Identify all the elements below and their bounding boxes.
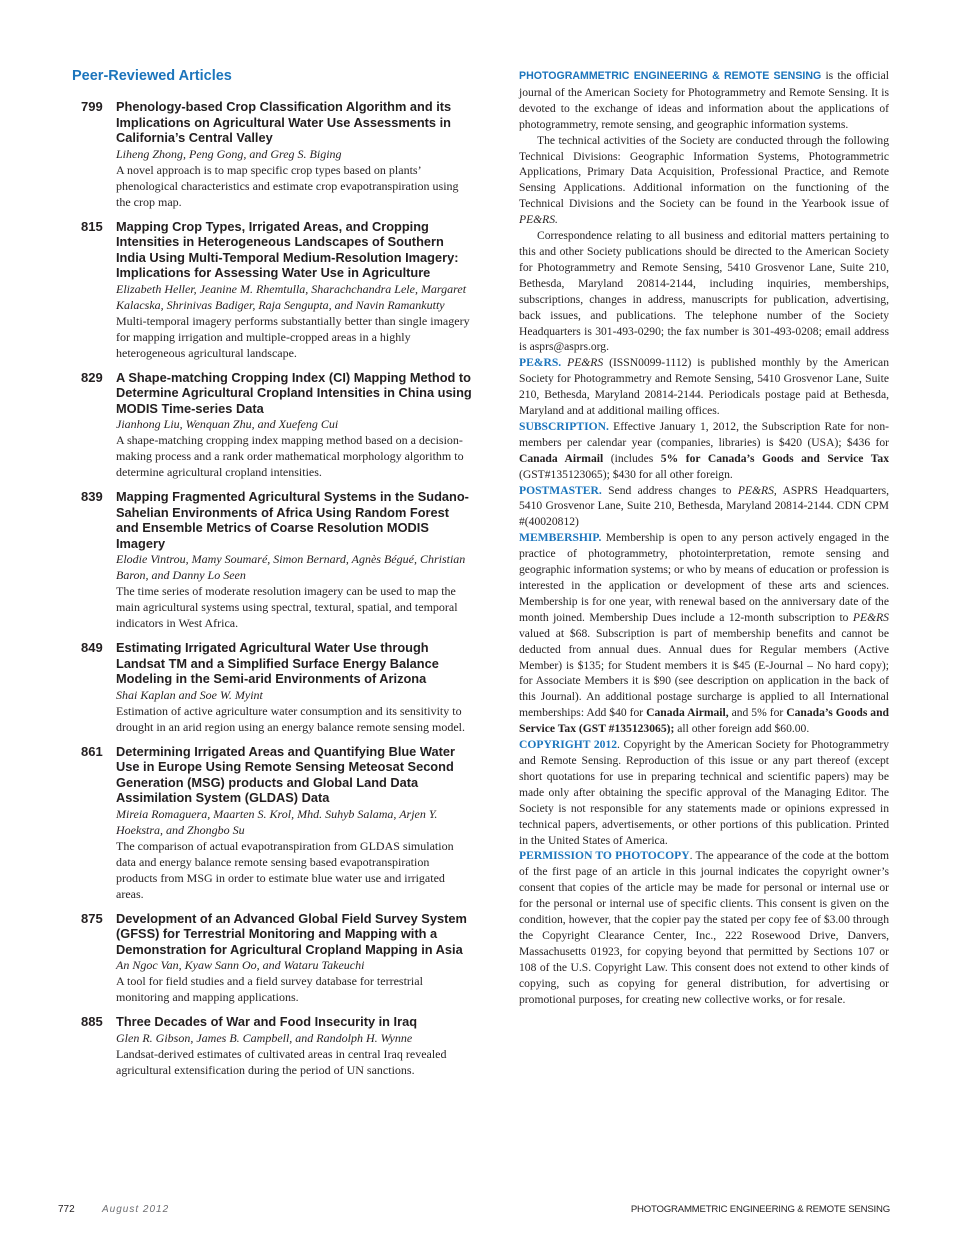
article-page-number: 875: [81, 910, 103, 926]
article-description: A shape-matching cropping index mapping method based on a decision-making process and a rank order mathematical morphology algorithm to determine agricultural cropland intensities.: [116, 433, 464, 479]
footer-date: August 2012: [102, 1204, 170, 1215]
article-entry[interactable]: [72, 99, 472, 210]
article-description: A tool for field studies and a field survey database for terrestrial monitoring and mapping applications.: [116, 974, 423, 1004]
article-entry[interactable]: [72, 1014, 472, 1078]
article-authors: Elizabeth Heller, Jeanine M. Rhemtulla, Sharachchandra Lele, Margaret Kalacska, Shrinivas Badiger, Raja Sengupta, and Navin Ramankutty: [116, 281, 467, 312]
article-page-number: 815: [81, 218, 103, 234]
subscription-label: SUBSCRIPTION.: [519, 419, 609, 433]
article-authors: Elodie Vintrou, Mamy Soumaré, Simon Bernard, Agnès Bégué, Christian Baron, and Danny Lo Seen: [116, 552, 466, 582]
footer-page-number: 772: [58, 1204, 75, 1215]
footer-journal-name: PHOTOGRAMMETRIC ENGINEERING & REMOTE SENSING: [630, 1204, 890, 1215]
pers-paragraph: PHOTOGRAMMETRIC ENGINEERING & REMOTE SENSING is the official journal of the American Society for Photogrammetry and Remote Sensing. It is devoted to the exchange of ideas and information about the applications of photogrammetry, remote sensing, and geographic information systems.: [519, 69, 889, 131]
article-description: Estimation of active agriculture water consumption and its sensitivity to drought in an arid region using an energy balance remote sensing model.: [116, 703, 466, 734]
article-authors: Jianhong Liu, Wenquan Zhu, and Xuefeng Cui: [116, 417, 339, 431]
article-authors: Glen R. Gibson, James B. Campbell, and Randolph H. Wynne: [116, 1030, 413, 1045]
copyright-label: COPYRIGHT 2012: [519, 738, 618, 752]
technical-divisions-paragraph: The technical activities of the Society are conducted through the following Technical Divisions: Geographic Information Systems, Photogrammetric Applications, Primary Data Acquisition, Professional Practice, and Remote Sensing Applications. Additional information on the functioning of the Technical Divisions and the Society can be found in the Yearbook issue of PE&RS.: [519, 133, 889, 227]
page-footer: [0, 1204, 960, 1224]
article-entry[interactable]: [72, 219, 472, 361]
articles-column: [72, 68, 472, 1087]
article-authors: Shai Kaplan and Soe W. Myint: [116, 687, 263, 702]
article-page-number: 829: [81, 369, 103, 385]
article-description: The comparison of actual evapotranspiration from GLDAS simulation data and energy balance remote sensing based evapotranspiration products from MSG in order to estimate blue water use and irrigated areas.: [116, 838, 454, 901]
article-entry[interactable]: [72, 640, 472, 735]
article-title[interactable]: A Shape-matching Cropping Index (CI) Mapping Method to Determine Agricultural Cropland Intensities in China using MODIS Time-series Data: [116, 369, 472, 416]
article-page-number: 799: [81, 99, 103, 114]
article-title[interactable]: Estimating Irrigated Agricultural Water Use through Landsat TM and a Simplified Surface Energy Balance Modeling in the Semi-arid Environments of Arizona: [116, 640, 439, 686]
subscription-paragraph: SUBSCRIPTION. Effective January 1, 2012, the Subscription Rate for non-members per calendar year (companies, libraries) is $420 (USA); $436 for Canada Airmail (includes 5% for Canada’s Goods and Service Tax (GST#135123065); $430 for all other foreign.: [519, 419, 889, 481]
publication-paragraph: PE&RS. PE&RS (ISSN0099-1112) is published monthly by the American Society for Photogrammetry and Remote Sensing, 5410 Grosvenor Lane, Suite 210, Bethesda, Maryland 20814-2144. Periodicals postage paid at Bethesda, Maryland and at additional mailing offices.: [519, 356, 889, 418]
postmaster-label: POSTMASTER.: [519, 483, 602, 497]
article-description: Multi-temporal imagery performs substantially better than single imagery for mapping irrigation and multiple-cropped areas in a highly heterogeneous agricultural landscape.: [116, 313, 470, 360]
journal-info-column: [519, 68, 889, 1007]
section-title: Peer-Reviewed Articles: [72, 68, 232, 84]
article-authors: Liheng Zhong, Peng Gong, and Greg S. Biging: [116, 146, 342, 161]
article-description: The time series of moderate resolution imagery can be used to map the main agricultural systems using spectral, textural, spatial, and temporal indicators in West Africa.: [116, 584, 458, 630]
article-title[interactable]: Mapping Fragmented Agricultural Systems in the Sudano-Sahelian Environments of Africa Using Random Forest and Ensemble Metrics of Coarse Resolution MODIS Imagery: [116, 489, 469, 551]
article-authors: An Ngoc Van, Kyaw Sann Oo, and Wataru Takeuchi: [116, 958, 365, 972]
permission-label: PERMISSION TO PHOTOCOPY: [519, 849, 690, 863]
pers-label: PE&RS.: [519, 356, 562, 370]
membership-label: MEMBERSHIP.: [519, 531, 602, 545]
article-title[interactable]: Determining Irrigated Areas and Quantifying Blue Water Use in Europe Using Remote Sensing Meteosat Second Generation (MSG) products and Global Land Data Assimilation System (GLDAS) Data: [116, 743, 455, 805]
article-authors: Mireia Romaguera, Maarten S. Krol, Mhd. Suhyb Salama, Arjen Y. Hoekstra, and Zhongbo Su: [116, 806, 438, 837]
article-title[interactable]: Three Decades of War and Food Insecurity in Iraq: [116, 1014, 418, 1029]
pers-lead: PHOTOGRAMMETRIC ENGINEERING & REMOTE SENSING: [519, 70, 822, 82]
pers-info-block: [519, 68, 889, 355]
article-description: Landsat-derived estimates of cultivated areas in central Iraq revealed agricultural extensification during the period of UN sanctions.: [116, 1046, 447, 1077]
article-description: A novel approach is to map specific crop types based on plants’ phenological characteristics and estimate crop evapotranspiration using the crop map.: [116, 162, 459, 209]
copyright-paragraph: COPYRIGHT 2012. Copyright by the American Society for Photogrammetry and Remote Sensing. Reproduction of this issue or any part thereof (except short quotations for use in preparing technical and scientific papers) may be made only after obtaining the specific approval of the Managing Editor. The Society is not responsible for any statements made or opinions expressed in technical papers, advertisements, or other portions of this publication. Printed in the United States of America.: [519, 738, 889, 847]
permission-paragraph: PERMISSION TO PHOTOCOPY. The appearance of the code at the bottom of the first page of an article in this journal indicates the copyright owner’s consent that copies of the article may be made for personal or internal use or for the personal or internal use of specific clients. This consent is given on the condition, however, that the copier pay the stated per copy fee of $3.00 through the Copyright Clearance Center, Inc., 222 Rosewood Drive, Danvers, Massachusetts 01923, for copying beyond that permitted by Sections 107 or 108 of the U.S. Copyright Law. This consent does not extend to other kinds of copying, such as copying for general distribution, for advertising or promotional purposes, for creating new collective works, or for resale.: [519, 849, 889, 1006]
postmaster-paragraph: POSTMASTER. Send address changes to PE&RS, ASPRS Headquarters, 5410 Grosvenor Lane, Suite 210, Bethesda, Maryland 20814-2144. CDN CPM #(40020812): [519, 483, 889, 529]
article-page-number: 849: [81, 640, 103, 655]
article-title[interactable]: Phenology-based Crop Classification Algorithm and its Implications on Agricultural Water Use Assessments in California’s Central Valley: [116, 99, 452, 145]
membership-paragraph: MEMBERSHIP. Membership is open to any person actively engaged in the practice of photogrammetry, photointerpretation, remote sensing and geographic information systems; or who by means of education or profession is interested in the application or development of these arts and sciences. Membership is for one year, with renewal based on the anniversary date of the month joined. Membership Dues include a 12-month subscription to PE&RS valued at $68. Subscription is part of membership benefits and cannot be deducted from annual dues. Annual dues for Regular members (Active Member) is $135; for Student members it is $45 (E-Journal – No hard copy); for Associate Members it is $90 (see description on application in the back of this Journal). An additional postage surcharge is applied to all International memberships: Add $40 for Canada Airmail, and 5% for Canada’s Goods and Service Tax (GST #135123065); all other foreign add $60.00.: [519, 531, 890, 736]
article-page-number: 839: [81, 489, 103, 504]
article-entry[interactable]: [72, 911, 472, 1006]
article-page-number: 861: [81, 743, 103, 759]
article-title[interactable]: Mapping Crop Types, Irrigated Areas, and Cropping Intensities in Heterogeneous Landscapes of Southern India Using Multi-Temporal Medium-Resolution Imagery: Implications for Assessing Water Use in Agriculture: [116, 218, 459, 280]
article-page-number: 885: [81, 1014, 103, 1029]
correspondence-paragraph: Correspondence relating to all business and editorial matters pertaining to this and other Society publications should be directed to the American Society for Photogrammetry and Remote Sensing, 5410 Grosvenor Lane, Suite 210, Bethesda, Maryland 20814-2144, including inquiries, memberships, subscriptions, changes in address, manuscripts for publication, advertising, back issues, and publications. The telephone number of the Society Headquarters is 301-493-0290; the fax number is 301-493-0208; email address is asprs@asprs.org.: [519, 229, 889, 354]
article-entry[interactable]: [72, 489, 472, 631]
article-entry[interactable]: [72, 370, 472, 481]
article-entry[interactable]: [72, 744, 472, 902]
article-title[interactable]: Development of an Advanced Global Field Survey System (GFSS) for Terrestrial Monitoring and Mapping with a Demonstration for Agricultural Cropland Mapping in Asia: [116, 910, 467, 957]
